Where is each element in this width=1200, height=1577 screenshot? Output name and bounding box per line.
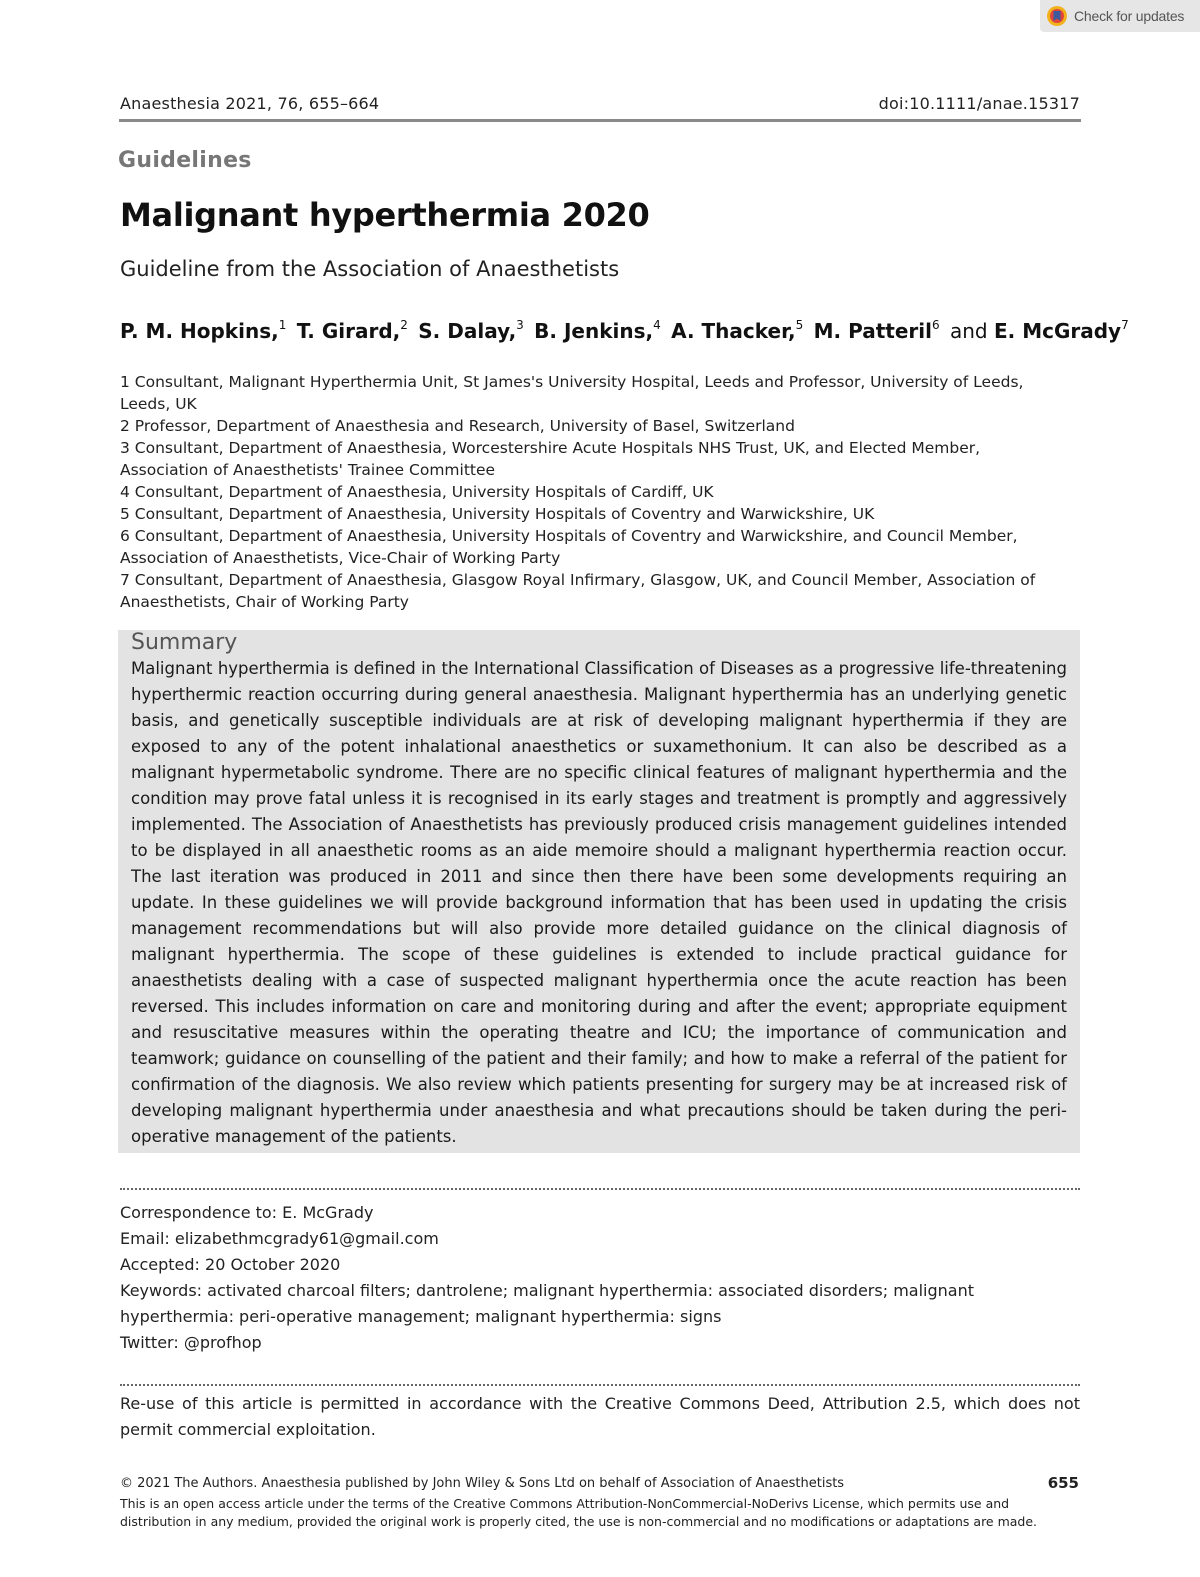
author-name: A. Thacker, — [671, 319, 796, 343]
author-name: E. McGrady — [993, 319, 1122, 343]
footer-license: This is an open access article under the terms of the Creative Commons Attribution-NonCommercial-NoDerivs License, which permits use and distribution in any medium, provided the original work is properly cited, the use is non-commercial and no modifications or adaptations are made. — [120, 1496, 1038, 1529]
dotted-divider — [120, 1384, 1080, 1386]
summary-text: Malignant hyperthermia is defined in the International Classification of Diseases as a progressive life-threatening hyperthermic reaction occurring during general anaesthesia. Malignant hyperthermia has an underlying genetic basis, and genetically susceptible individuals are at risk of developing malignant hyperthermia if they are exposed to any of the potent inhalational anaesthetics or suxamethonium. It can also be described as a malignant hypermetabolic syndrome. There are no specific clinical features of malignant hyperthermia and the condition may prove fatal unless it is recognised in its early stages and treatment is promptly and aggressively implemented. The Association of Anaesthetists has previously produced crisis management guidelines intended to be displayed in all anaesthetic rooms as an aide memoire should a malignant hyperthermia reaction occur. The last iteration was produced in 2011 and since then there have been some developments requiring an update. In these guidelines we will provide background information that has been used in updating the crisis management recommendations but will also provide more detailed guidance on the clinical diagnosis of malignant hyperthermia. The scope of these guidelines is extended to include practical guidance for anaesthetists dealing with a case of suspected malignant hyperthermia once the acute reaction has been reversed. This includes information on care and monitoring during and after the event; appropriate equipment and resuscitative measures within the operating theatre and ICU; the importance of communication and teamwork; guidance on counselling of the patient and their family; and how to make a referral of the patient for confirmation of the diagnosis. We also review which patients presenting for surgery may be at increased risk of developing malignant hyperthermia under anaesthesia and what precautions should be taken during the peri-operative management of the patients. — [131, 659, 1067, 1146]
author-list — [120, 318, 1133, 343]
author-affiliation-mark: 7 — [1121, 318, 1129, 332]
author-connector: and — [949, 319, 988, 343]
dotted-divider — [120, 1188, 1080, 1190]
keywords: Keywords: activated charcoal filters; dantrolene; malignant hyperthermia: associated disorders; malignant hyperthermia: peri-operative management; malignant hyperthermia: signs — [120, 1281, 974, 1326]
author-affiliation-mark: 6 — [931, 318, 940, 332]
author-affiliation-mark: 4 — [653, 318, 661, 332]
author-affiliation-mark: 3 — [516, 318, 524, 332]
author-name: T. Girard, — [296, 319, 401, 343]
article-metadata — [120, 1200, 1020, 1356]
affiliation-item: 4 Consultant, Department of Anaesthesia, University Hospitals of Cardiff, UK — [120, 483, 714, 501]
header-rule — [119, 119, 1081, 122]
crossmark-icon — [1046, 5, 1068, 27]
check-for-updates-button[interactable] — [1040, 0, 1200, 32]
author-affiliation-mark: 1 — [278, 318, 287, 332]
article-subtitle: Guideline from the Association of Anaesthetists — [120, 257, 620, 281]
author-affiliation-mark: 5 — [795, 318, 804, 332]
footer-copyright: © 2021 The Authors. Anaesthesia published by John Wiley & Sons Ltd on behalf of Association of Anaesthetists — [120, 1476, 845, 1491]
affiliations — [120, 371, 1065, 613]
summary-heading: Summary — [131, 630, 238, 655]
author-name: P. M. Hopkins, — [120, 319, 279, 343]
section-label: Guidelines — [118, 148, 252, 173]
summary-box — [118, 630, 1080, 1153]
correspondence: Correspondence to: E. McGrady — [120, 1203, 374, 1222]
article-title: Malignant hyperthermia 2020 — [120, 196, 650, 234]
affiliation-item: 2 Professor, Department of Anaesthesia and Research, University of Basel, Switzerland — [120, 417, 795, 435]
journal-citation: Anaesthesia 2021, 76, 655–664 — [120, 93, 380, 113]
affiliation-item: 1 Consultant, Malignant Hyperthermia Unit, St James's University Hospital, Leeds and Professor, University of Leeds, Leeds, UK — [120, 373, 1024, 413]
running-header — [120, 92, 1080, 114]
author-name: S. Dalay, — [418, 319, 517, 343]
affiliation-item: 5 Consultant, Department of Anaesthesia, University Hospitals of Coventry and Warwickshire, UK — [120, 505, 875, 523]
affiliation-item: 6 Consultant, Department of Anaesthesia, University Hospitals of Coventry and Warwickshire, and Council Member, Association of Anaesthetists, Vice-Chair of Working Party — [120, 527, 1018, 567]
doi-link[interactable]: doi:10.1111/anae.15317 — [878, 93, 1080, 113]
twitter-handle[interactable]: Twitter: @profhop — [120, 1333, 262, 1352]
author-affiliation-mark: 2 — [400, 318, 408, 332]
affiliation-item: 3 Consultant, Department of Anaesthesia, Worcestershire Acute Hospitals NHS Trust, UK, and Elected Member, Association of Anaesthetists' Trainee Committee — [120, 439, 981, 479]
email-address[interactable]: Email: elizabethmcgrady61@gmail.com — [120, 1229, 439, 1248]
affiliation-item: 7 Consultant, Department of Anaesthesia, Glasgow Royal Infirmary, Glasgow, UK, and Council Member, Association of Anaesthetists, Chair of Working Party — [120, 571, 1036, 611]
check-for-updates-label: Check for updates — [1074, 8, 1185, 24]
reuse-statement: Re-use of this article is permitted in accordance with the Creative Commons Deed, Attribution 2.5, which does not permit commercial exploitation. — [120, 1394, 1080, 1439]
author-name: M. Patteril — [813, 319, 932, 343]
page-number: 655 — [1047, 1474, 1079, 1492]
accepted-date: Accepted: 20 October 2020 — [120, 1255, 341, 1274]
author-name: B. Jenkins, — [534, 319, 654, 343]
